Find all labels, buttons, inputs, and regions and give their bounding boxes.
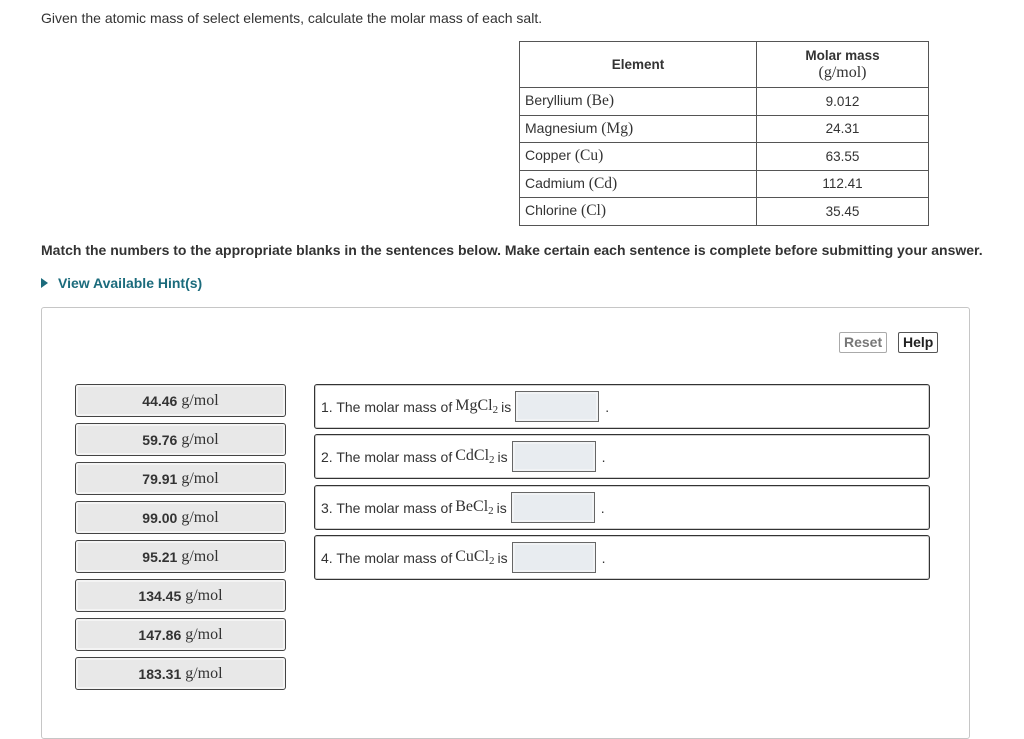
answer-tile[interactable] bbox=[75, 462, 286, 495]
sentence-suffix: is bbox=[501, 398, 512, 415]
formula-subscript: 2 bbox=[489, 454, 495, 466]
tile-unit: g/mol bbox=[181, 430, 219, 448]
tile-value: 79.91 bbox=[142, 470, 178, 487]
matching-panel bbox=[41, 307, 970, 739]
atomic-mass-table bbox=[519, 41, 929, 226]
element-cell bbox=[520, 198, 757, 226]
sentence-suffix: is bbox=[496, 499, 507, 516]
element-symbol: (Cl) bbox=[581, 202, 606, 220]
instruction-text: Match the numbers to the appropriate blanks in the sentences below. Make certain each sentence is complete before submitting your answer. bbox=[41, 242, 983, 258]
tile-value: 44.46 bbox=[142, 392, 178, 409]
caret-right-icon bbox=[41, 278, 48, 288]
molar-mass-cell: 9.012 bbox=[757, 88, 929, 116]
sentence-formula bbox=[455, 447, 494, 466]
sentence-prefix: 3. The molar mass of bbox=[321, 499, 453, 516]
element-name: Chlorine bbox=[525, 202, 578, 219]
sentence-4 bbox=[314, 535, 930, 580]
element-name: Copper bbox=[525, 147, 571, 164]
table-row bbox=[520, 115, 929, 143]
tile-unit: g/mol bbox=[181, 508, 219, 526]
tile-unit: g/mol bbox=[185, 586, 223, 604]
sentence-prefix: 2. The molar mass of bbox=[321, 448, 453, 465]
tile-value: 147.86 bbox=[138, 626, 182, 643]
sentence-end: . bbox=[605, 398, 610, 415]
tile-value: 59.76 bbox=[142, 431, 178, 448]
table-row bbox=[520, 198, 929, 226]
drop-target-1[interactable] bbox=[515, 391, 599, 422]
formula-subscript: 2 bbox=[489, 555, 495, 567]
element-column-header: Element bbox=[520, 42, 757, 88]
sentence-1 bbox=[314, 384, 930, 429]
sentence-formula bbox=[455, 548, 494, 567]
sentence-3 bbox=[314, 485, 930, 530]
element-name: Beryllium bbox=[525, 92, 583, 109]
molar-mass-header-label: Molar mass bbox=[805, 47, 880, 63]
element-symbol: (Cd) bbox=[588, 174, 618, 192]
drop-target-4[interactable] bbox=[512, 542, 596, 573]
table-row bbox=[520, 170, 929, 198]
formula-base: BeCl bbox=[455, 498, 489, 515]
molar-mass-cell: 112.41 bbox=[757, 170, 929, 198]
view-hints-link[interactable] bbox=[41, 275, 202, 291]
drop-target-2[interactable] bbox=[512, 441, 596, 472]
molar-mass-cell: 35.45 bbox=[757, 198, 929, 226]
tile-value: 134.45 bbox=[138, 587, 182, 604]
reset-button[interactable]: Reset bbox=[839, 332, 887, 353]
answer-tile[interactable] bbox=[75, 657, 286, 690]
sentence-formula bbox=[455, 397, 498, 416]
sentence-suffix: is bbox=[497, 448, 508, 465]
table-row bbox=[520, 143, 929, 171]
answer-tile[interactable] bbox=[75, 384, 286, 417]
element-cell bbox=[520, 170, 757, 198]
drop-target-3[interactable] bbox=[511, 492, 595, 523]
view-hints-label: View Available Hint(s) bbox=[58, 275, 203, 291]
element-symbol: (Be) bbox=[586, 92, 615, 110]
help-button[interactable]: Help bbox=[898, 332, 938, 353]
answer-tile[interactable] bbox=[75, 540, 286, 573]
formula-base: CuCl bbox=[455, 548, 490, 565]
element-symbol: (Cu) bbox=[574, 147, 604, 165]
table-row bbox=[520, 88, 929, 116]
sentence-prefix: 4. The molar mass of bbox=[321, 549, 453, 566]
element-cell bbox=[520, 88, 757, 116]
intro-text: Given the atomic mass of select elements, calculate the molar mass of each salt. bbox=[41, 10, 543, 26]
sentence-end: . bbox=[601, 549, 606, 566]
sentence-formula bbox=[455, 498, 493, 517]
molar-mass-cell: 63.55 bbox=[757, 143, 929, 171]
answer-tile[interactable] bbox=[75, 618, 286, 651]
molar-mass-column-header bbox=[757, 42, 929, 88]
sentence-end: . bbox=[600, 499, 605, 516]
element-name: Cadmium bbox=[525, 174, 585, 191]
tile-value: 99.00 bbox=[142, 509, 178, 526]
sentence-suffix: is bbox=[497, 549, 508, 566]
sentence-2 bbox=[314, 434, 930, 479]
formula-base: CdCl bbox=[455, 447, 490, 464]
formula-base: MgCl bbox=[455, 397, 493, 414]
tile-value: 183.31 bbox=[138, 665, 182, 682]
formula-subscript: 2 bbox=[492, 404, 499, 416]
answer-tile[interactable] bbox=[75, 423, 286, 456]
tile-unit: g/mol bbox=[185, 625, 223, 643]
molar-mass-cell: 24.31 bbox=[757, 115, 929, 143]
element-cell bbox=[520, 143, 757, 171]
tile-unit: g/mol bbox=[185, 664, 223, 682]
tile-unit: g/mol bbox=[181, 547, 219, 565]
sentence-end: . bbox=[601, 448, 606, 465]
sentence-prefix: 1. The molar mass of bbox=[321, 398, 453, 415]
tile-unit: g/mol bbox=[181, 469, 219, 487]
element-symbol: (Mg) bbox=[601, 119, 634, 137]
molar-mass-header-unit: (g/mol) bbox=[818, 63, 867, 81]
answer-tile[interactable] bbox=[75, 501, 286, 534]
formula-subscript: 2 bbox=[488, 505, 494, 517]
answer-tile[interactable] bbox=[75, 579, 286, 612]
tile-unit: g/mol bbox=[181, 391, 219, 409]
element-name: Magnesium bbox=[525, 119, 598, 136]
tile-value: 95.21 bbox=[142, 548, 178, 565]
element-cell bbox=[520, 115, 757, 143]
